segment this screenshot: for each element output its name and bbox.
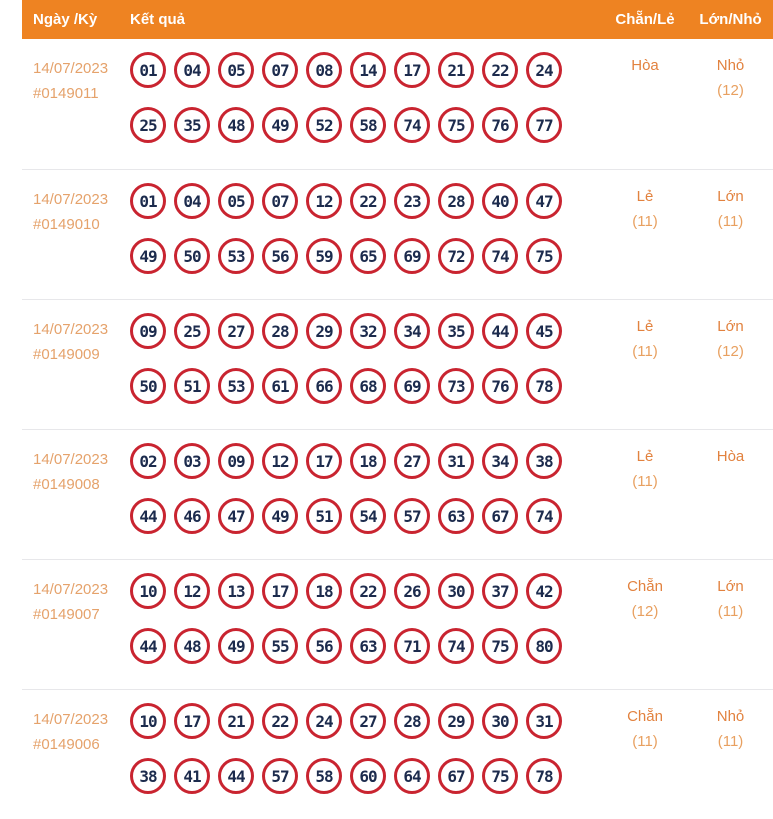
even-odd-cell [602, 313, 688, 429]
number-ball: 57 [394, 498, 430, 534]
number-ball: 45 [526, 313, 562, 349]
winning-numbers-cell [130, 703, 602, 819]
big-small-value: Hòa [716, 448, 745, 465]
number-ball: 25 [174, 313, 210, 349]
result-row [22, 39, 773, 169]
number-ball: 49 [262, 498, 298, 534]
number-ball: 14 [350, 52, 386, 88]
date-draw-cell [22, 703, 130, 819]
number-ball: 68 [350, 368, 386, 404]
number-ball: 52 [306, 107, 342, 143]
number-ball: 59 [306, 238, 342, 274]
result-row [22, 429, 773, 559]
big-small-count: (12) [717, 343, 744, 360]
winning-numbers-cell [130, 573, 602, 689]
number-ball: 75 [482, 628, 518, 664]
number-ball: 18 [350, 443, 386, 479]
big-small-count: (11) [717, 213, 744, 230]
number-ball: 77 [526, 107, 562, 143]
draw-date: 14/07/2023 [33, 60, 109, 77]
number-ball: 58 [306, 758, 342, 794]
number-ball: 21 [438, 52, 474, 88]
number-ball: 07 [262, 52, 298, 88]
number-ball: 25 [130, 107, 166, 143]
draw-date: 14/07/2023 [33, 451, 109, 468]
even-odd-value: Lẻ [636, 318, 654, 335]
number-ball: 02 [130, 443, 166, 479]
result-row [22, 559, 773, 689]
number-ball: 58 [350, 107, 386, 143]
number-ball: 22 [350, 573, 386, 609]
number-ball: 27 [394, 443, 430, 479]
number-ball: 01 [130, 183, 166, 219]
date-draw-cell [22, 573, 130, 689]
number-ball-line [130, 703, 602, 739]
number-ball: 67 [438, 758, 474, 794]
winning-numbers-cell [130, 313, 602, 429]
even-odd-cell [602, 443, 688, 559]
number-ball: 53 [218, 368, 254, 404]
even-odd-value: Lẻ [636, 448, 654, 465]
winning-numbers-cell [130, 443, 602, 559]
number-ball: 08 [306, 52, 342, 88]
big-small-cell [688, 313, 773, 429]
number-ball: 74 [482, 238, 518, 274]
number-ball-line [130, 628, 602, 664]
number-ball: 74 [394, 107, 430, 143]
draw-id: #0149007 [33, 606, 100, 623]
number-ball: 35 [174, 107, 210, 143]
date-draw-cell [22, 443, 130, 559]
number-ball: 49 [218, 628, 254, 664]
number-ball: 07 [262, 183, 298, 219]
number-ball-line [130, 238, 602, 274]
number-ball: 72 [438, 238, 474, 274]
number-ball: 29 [438, 703, 474, 739]
number-ball: 34 [482, 443, 518, 479]
number-ball: 49 [262, 107, 298, 143]
number-ball: 73 [438, 368, 474, 404]
big-small-value: Lớn [717, 578, 744, 595]
even-odd-value: Lẻ [636, 188, 654, 205]
number-ball: 75 [482, 758, 518, 794]
number-ball: 27 [218, 313, 254, 349]
winning-numbers-cell [130, 183, 602, 299]
number-ball: 53 [218, 238, 254, 274]
date-draw-cell [22, 52, 130, 169]
number-ball: 44 [218, 758, 254, 794]
column-header-even-odd: Chẵn/Lẻ [615, 11, 675, 28]
number-ball: 60 [350, 758, 386, 794]
even-odd-count: (11) [632, 213, 658, 230]
number-ball: 28 [438, 183, 474, 219]
big-small-count: (11) [717, 733, 744, 750]
number-ball: 17 [262, 573, 298, 609]
even-odd-value: Chẵn [627, 578, 663, 595]
number-ball-line [130, 183, 602, 219]
number-ball: 55 [262, 628, 298, 664]
number-ball-line [130, 758, 602, 794]
number-ball: 12 [262, 443, 298, 479]
number-ball-line [130, 52, 602, 88]
big-small-cell [688, 703, 773, 819]
table-header [22, 0, 773, 39]
number-ball: 78 [526, 368, 562, 404]
number-ball: 23 [394, 183, 430, 219]
big-small-value: Nhỏ [716, 708, 745, 725]
number-ball: 37 [482, 573, 518, 609]
number-ball-line [130, 443, 602, 479]
number-ball: 30 [482, 703, 518, 739]
number-ball: 17 [174, 703, 210, 739]
number-ball: 47 [218, 498, 254, 534]
draw-date: 14/07/2023 [33, 711, 109, 728]
column-header-big-small: Lớn/Nhỏ [699, 11, 762, 28]
results-body [22, 39, 773, 819]
draw-id: #0149006 [33, 736, 100, 753]
number-ball: 28 [262, 313, 298, 349]
number-ball: 42 [526, 573, 562, 609]
number-ball: 04 [174, 183, 210, 219]
number-ball: 09 [218, 443, 254, 479]
number-ball: 44 [130, 498, 166, 534]
number-ball: 35 [438, 313, 474, 349]
number-ball: 61 [262, 368, 298, 404]
even-odd-count: (11) [632, 343, 658, 360]
number-ball: 67 [482, 498, 518, 534]
number-ball: 54 [350, 498, 386, 534]
number-ball: 69 [394, 238, 430, 274]
number-ball: 31 [438, 443, 474, 479]
number-ball: 49 [130, 238, 166, 274]
draw-id: #0149009 [33, 346, 100, 363]
number-ball: 76 [482, 107, 518, 143]
number-ball-line [130, 573, 602, 609]
even-odd-count: (11) [632, 473, 658, 490]
draw-id: #0149008 [33, 476, 100, 493]
big-small-cell [688, 443, 773, 559]
number-ball: 80 [526, 628, 562, 664]
number-ball-line [130, 107, 602, 143]
number-ball: 66 [306, 368, 342, 404]
number-ball: 44 [482, 313, 518, 349]
number-ball: 63 [438, 498, 474, 534]
number-ball: 17 [394, 52, 430, 88]
number-ball: 56 [262, 238, 298, 274]
big-small-value: Lớn [717, 188, 744, 205]
number-ball: 44 [130, 628, 166, 664]
number-ball: 22 [350, 183, 386, 219]
big-small-count: (11) [717, 603, 744, 620]
draw-date: 14/07/2023 [33, 581, 109, 598]
number-ball-line [130, 498, 602, 534]
big-small-cell [688, 183, 773, 299]
number-ball: 47 [526, 183, 562, 219]
big-small-value: Nhỏ [716, 57, 745, 74]
number-ball: 56 [306, 628, 342, 664]
draw-date: 14/07/2023 [33, 321, 109, 338]
number-ball: 65 [350, 238, 386, 274]
number-ball: 22 [482, 52, 518, 88]
number-ball: 21 [218, 703, 254, 739]
even-odd-value: Hòa [631, 57, 659, 74]
number-ball-line [130, 368, 602, 404]
number-ball: 30 [438, 573, 474, 609]
number-ball: 69 [394, 368, 430, 404]
number-ball: 31 [526, 703, 562, 739]
number-ball: 71 [394, 628, 430, 664]
big-small-value: Lớn [717, 318, 744, 335]
number-ball: 75 [438, 107, 474, 143]
number-ball: 26 [394, 573, 430, 609]
number-ball: 09 [130, 313, 166, 349]
big-small-cell [688, 52, 773, 169]
number-ball: 51 [306, 498, 342, 534]
column-header-date-draw: Ngày /Kỳ [33, 11, 98, 28]
number-ball: 38 [526, 443, 562, 479]
result-row [22, 169, 773, 299]
number-ball: 27 [350, 703, 386, 739]
number-ball: 40 [482, 183, 518, 219]
number-ball: 10 [130, 573, 166, 609]
number-ball: 29 [306, 313, 342, 349]
number-ball: 13 [218, 573, 254, 609]
number-ball: 78 [526, 758, 562, 794]
number-ball: 05 [218, 183, 254, 219]
date-draw-cell [22, 183, 130, 299]
number-ball: 48 [218, 107, 254, 143]
number-ball: 75 [526, 238, 562, 274]
number-ball: 63 [350, 628, 386, 664]
number-ball: 03 [174, 443, 210, 479]
number-ball: 22 [262, 703, 298, 739]
draw-id: #0149010 [33, 216, 100, 233]
number-ball: 32 [350, 313, 386, 349]
number-ball: 57 [262, 758, 298, 794]
number-ball: 50 [130, 368, 166, 404]
winning-numbers-cell [130, 52, 602, 169]
number-ball: 41 [174, 758, 210, 794]
result-row [22, 689, 773, 819]
number-ball: 74 [526, 498, 562, 534]
even-odd-cell [602, 183, 688, 299]
even-odd-count: (11) [632, 733, 658, 750]
even-odd-cell [602, 703, 688, 819]
result-row [22, 299, 773, 429]
number-ball: 76 [482, 368, 518, 404]
number-ball: 64 [394, 758, 430, 794]
number-ball: 50 [174, 238, 210, 274]
number-ball: 46 [174, 498, 210, 534]
number-ball: 01 [130, 52, 166, 88]
number-ball: 05 [218, 52, 254, 88]
number-ball: 18 [306, 573, 342, 609]
number-ball: 48 [174, 628, 210, 664]
even-odd-count: (12) [631, 603, 659, 620]
number-ball: 10 [130, 703, 166, 739]
draw-date: 14/07/2023 [33, 191, 109, 208]
number-ball: 28 [394, 703, 430, 739]
number-ball: 51 [174, 368, 210, 404]
lottery-results-table [22, 0, 773, 819]
draw-id: #0149011 [33, 85, 99, 102]
date-draw-cell [22, 313, 130, 429]
number-ball-line [130, 313, 602, 349]
number-ball: 34 [394, 313, 430, 349]
number-ball: 38 [130, 758, 166, 794]
number-ball: 24 [306, 703, 342, 739]
number-ball: 74 [438, 628, 474, 664]
even-odd-cell [602, 52, 688, 169]
big-small-cell [688, 573, 773, 689]
number-ball: 17 [306, 443, 342, 479]
big-small-count: (12) [717, 82, 744, 99]
column-header-results: Kết quả [130, 11, 186, 28]
number-ball: 12 [306, 183, 342, 219]
number-ball: 04 [174, 52, 210, 88]
number-ball: 12 [174, 573, 210, 609]
even-odd-cell [602, 573, 688, 689]
even-odd-value: Chẵn [627, 708, 663, 725]
number-ball: 24 [526, 52, 562, 88]
